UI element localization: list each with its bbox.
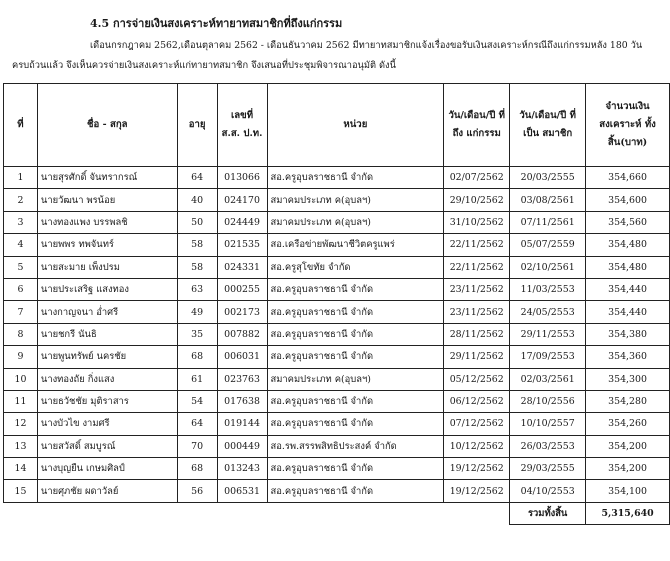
total-row — [4, 502, 670, 524]
cell-unit: สอ.ครูอุบลราชธานี จำกัด — [267, 278, 444, 300]
cell-name: นายชกรี นันธิ — [37, 323, 177, 345]
cell-amount: 354,560 — [586, 211, 670, 233]
header-name: ชื่อ - สกุล — [37, 84, 177, 167]
cell-age: 40 — [177, 189, 217, 211]
cell-death-date: 29/11/2562 — [444, 346, 510, 368]
cell-amount: 354,660 — [586, 167, 670, 189]
cell-no: 4 — [4, 234, 38, 256]
cell-name: นายพพร ทพจันทร์ — [37, 234, 177, 256]
cell-age: 56 — [177, 480, 217, 502]
cell-name: นางทองแพง บรรพลชิ — [37, 211, 177, 233]
cell-death-date: 07/12/2562 — [444, 413, 510, 435]
cell-amount: 354,480 — [586, 256, 670, 278]
header-unit: หน่วย — [267, 84, 444, 167]
total-label: รวมทั้งสิ้น — [510, 502, 586, 524]
cell-name: นายธวัชชัย มุติราสาร — [37, 390, 177, 412]
cell-no: 13 — [4, 435, 38, 457]
cell-amount: 354,600 — [586, 189, 670, 211]
cell-unit: สอ.ครูอุบลราชธานี จำกัด — [267, 390, 444, 412]
cell-death-date: 29/10/2562 — [444, 189, 510, 211]
cell-amount: 354,440 — [586, 278, 670, 300]
cell-member-id: 000255 — [217, 278, 267, 300]
cell-unit: สมาคมประเภท ค(อุบลฯ) — [267, 368, 444, 390]
table-row — [4, 189, 670, 211]
table-row — [4, 278, 670, 300]
cell-age: 54 — [177, 390, 217, 412]
cell-unit: สอ.ครูอุบลราชธานี จำกัด — [267, 301, 444, 323]
page-title: 4.5 การจ่ายเงินสงเคราะห์ทายาทสมาชิกที่ถึงแก่กรรม — [90, 17, 343, 30]
cell-name: นางทองถัย กิ่งแสง — [37, 368, 177, 390]
cell-member-id: 017638 — [217, 390, 267, 412]
cell-member-id: 024170 — [217, 189, 267, 211]
cell-member-id: 013066 — [217, 167, 267, 189]
cell-age: 50 — [177, 211, 217, 233]
total-amount: 5,315,640 — [586, 502, 670, 524]
cell-amount: 354,380 — [586, 323, 670, 345]
cell-name: นายสุรศักดิ์ จันทรากรณ์ — [37, 167, 177, 189]
cell-death-date: 02/07/2562 — [444, 167, 510, 189]
table-row — [4, 256, 670, 278]
cell-death-date: 19/12/2562 — [444, 480, 510, 502]
intro-line-1: เดือนกรกฎาคม 2562,เดือนตุลาคม 2562 - เดือนธันวาคม 2562 มีทายาทสมาชิกแจ้งเรื่องขอรับเงินสงเคราะห์กรณีถึงแก่กรรมหลัง 180 วัน — [90, 40, 643, 51]
table-row — [4, 301, 670, 323]
cell-no: 10 — [4, 368, 38, 390]
cell-member-date: 03/08/2561 — [510, 189, 586, 211]
cell-no: 14 — [4, 458, 38, 480]
cell-no: 15 — [4, 480, 38, 502]
cell-age: 63 — [177, 278, 217, 300]
cell-member-date: 17/09/2553 — [510, 346, 586, 368]
header-member-date: วัน/เดือน/ปี ที่เป็น สมาชิก — [510, 84, 586, 167]
cell-no: 11 — [4, 390, 38, 412]
cell-age: 35 — [177, 323, 217, 345]
cell-no: 7 — [4, 301, 38, 323]
cell-name: นายสวัสดิ์ สมบูรณ์ — [37, 435, 177, 457]
cell-death-date: 19/12/2562 — [444, 458, 510, 480]
cell-member-date: 26/03/2553 — [510, 435, 586, 457]
cell-member-id: 019144 — [217, 413, 267, 435]
cell-amount: 354,480 — [586, 234, 670, 256]
cell-no: 8 — [4, 323, 38, 345]
cell-amount: 354,100 — [586, 480, 670, 502]
cell-amount: 354,300 — [586, 368, 670, 390]
cell-member-id: 024331 — [217, 256, 267, 278]
cell-death-date: 23/11/2562 — [444, 301, 510, 323]
cell-age: 68 — [177, 346, 217, 368]
cell-member-date: 02/10/2561 — [510, 256, 586, 278]
cell-name: นายสะมาย เพ็งปรม — [37, 256, 177, 278]
cell-member-date: 05/07/2559 — [510, 234, 586, 256]
cell-member-id: 024449 — [217, 211, 267, 233]
table-row — [4, 480, 670, 502]
cell-death-date: 05/12/2562 — [444, 368, 510, 390]
intro-line-2: ครบถ้วนแล้ว จึงเห็นควรจ่ายเงินสงเคราะห์แก่ทายาทสมาชิก จึงเสนอที่ประชุมพิจารณาอนุมัติ ดังนี้ — [12, 60, 396, 71]
cell-unit: สอ.ครูอุบลราชธานี จำกัด — [267, 323, 444, 345]
header-no: ที่ — [4, 84, 38, 167]
table-row — [4, 167, 670, 189]
cell-member-id: 007882 — [217, 323, 267, 345]
cell-unit: สอ.ครูอุบลราชธานี จำกัด — [267, 458, 444, 480]
cell-member-id: 023763 — [217, 368, 267, 390]
header-amount: จำนวนเงิน สงเคราะห์ ทั้งสิ้น(บาท) — [586, 84, 670, 167]
cell-member-date: 29/11/2553 — [510, 323, 586, 345]
cell-no: 3 — [4, 211, 38, 233]
table-row — [4, 413, 670, 435]
table-row — [4, 368, 670, 390]
table-row — [4, 435, 670, 457]
cell-name: นางบัวไข งามศรี — [37, 413, 177, 435]
cell-death-date: 28/11/2562 — [444, 323, 510, 345]
cell-member-date: 02/03/2561 — [510, 368, 586, 390]
cell-member-id: 006031 — [217, 346, 267, 368]
cell-death-date: 23/11/2562 — [444, 278, 510, 300]
cell-age: 68 — [177, 458, 217, 480]
cell-amount: 354,360 — [586, 346, 670, 368]
cell-unit: สอ.ครูอุบลราชธานี จำกัด — [267, 167, 444, 189]
cell-no: 1 — [4, 167, 38, 189]
cell-member-date: 11/03/2553 — [510, 278, 586, 300]
table-row — [4, 390, 670, 412]
cell-unit: สอ.ครูอุบลราชธานี จำกัด — [267, 480, 444, 502]
cell-age: 70 — [177, 435, 217, 457]
cell-member-date: 10/10/2557 — [510, 413, 586, 435]
cell-death-date: 31/10/2562 — [444, 211, 510, 233]
cell-name: นายศุภชัย ผดาวัลย์ — [37, 480, 177, 502]
cell-name: นางกาญจนา อ่ำศรี — [37, 301, 177, 323]
cell-no: 2 — [4, 189, 38, 211]
cell-member-id: 006531 — [217, 480, 267, 502]
cell-name: นายวัฒนา พรน้อย — [37, 189, 177, 211]
cell-member-date: 29/03/2555 — [510, 458, 586, 480]
cell-death-date: 22/11/2562 — [444, 256, 510, 278]
cell-unit: สอ.เครือข่ายพัฒนาชีวิตครูแพร่ — [267, 234, 444, 256]
cell-no: 5 — [4, 256, 38, 278]
cell-age: 58 — [177, 256, 217, 278]
header-member-id: เลขที่ ส.ส. ป.ท. — [217, 84, 267, 167]
cell-death-date: 10/12/2562 — [444, 435, 510, 457]
cell-no: 9 — [4, 346, 38, 368]
cell-amount: 354,200 — [586, 458, 670, 480]
cell-unit: สมาคมประเภท ค(อุบลฯ) — [267, 189, 444, 211]
cell-age: 49 — [177, 301, 217, 323]
cell-member-date: 04/10/2553 — [510, 480, 586, 502]
cell-age: 64 — [177, 413, 217, 435]
cell-name: นางบุญยืน เกษมศิลป์ — [37, 458, 177, 480]
cell-no: 12 — [4, 413, 38, 435]
cell-age: 64 — [177, 167, 217, 189]
cell-member-id: 002173 — [217, 301, 267, 323]
members-table — [3, 83, 670, 525]
cell-unit: สอ.รพ.สรรพสิทธิประสงค์ จำกัด — [267, 435, 444, 457]
cell-member-date: 28/10/2556 — [510, 390, 586, 412]
cell-unit: สอ.ครูอุบลราชธานี จำกัด — [267, 413, 444, 435]
total-spacer — [4, 502, 510, 524]
cell-amount: 354,440 — [586, 301, 670, 323]
cell-member-date: 24/05/2553 — [510, 301, 586, 323]
cell-member-date: 07/11/2561 — [510, 211, 586, 233]
cell-death-date: 22/11/2562 — [444, 234, 510, 256]
cell-unit: สอ.ครูอุบลราชธานี จำกัด — [267, 346, 444, 368]
table-header-row — [4, 84, 670, 167]
cell-member-id: 013243 — [217, 458, 267, 480]
table-row — [4, 346, 670, 368]
cell-unit: สอ.ครูสุโขทัย จำกัด — [267, 256, 444, 278]
table-row — [4, 458, 670, 480]
cell-no: 6 — [4, 278, 38, 300]
cell-death-date: 06/12/2562 — [444, 390, 510, 412]
cell-unit: สมาคมประเภท ค(อุบลฯ) — [267, 211, 444, 233]
table-row — [4, 211, 670, 233]
cell-age: 58 — [177, 234, 217, 256]
cell-name: นายพูนทรัพย์ นครชัย — [37, 346, 177, 368]
cell-amount: 354,260 — [586, 413, 670, 435]
cell-amount: 354,200 — [586, 435, 670, 457]
header-death-date: วัน/เดือน/ปี ที่ถึง แก่กรรม — [444, 84, 510, 167]
table-row — [4, 234, 670, 256]
cell-member-id: 021535 — [217, 234, 267, 256]
cell-name: นายประเสริฐ แสงทอง — [37, 278, 177, 300]
intro-paragraph — [12, 36, 668, 76]
cell-member-id: 000449 — [217, 435, 267, 457]
cell-amount: 354,280 — [586, 390, 670, 412]
cell-age: 61 — [177, 368, 217, 390]
table-row — [4, 323, 670, 345]
header-age: อายุ — [177, 84, 217, 167]
cell-member-date: 20/03/2555 — [510, 167, 586, 189]
